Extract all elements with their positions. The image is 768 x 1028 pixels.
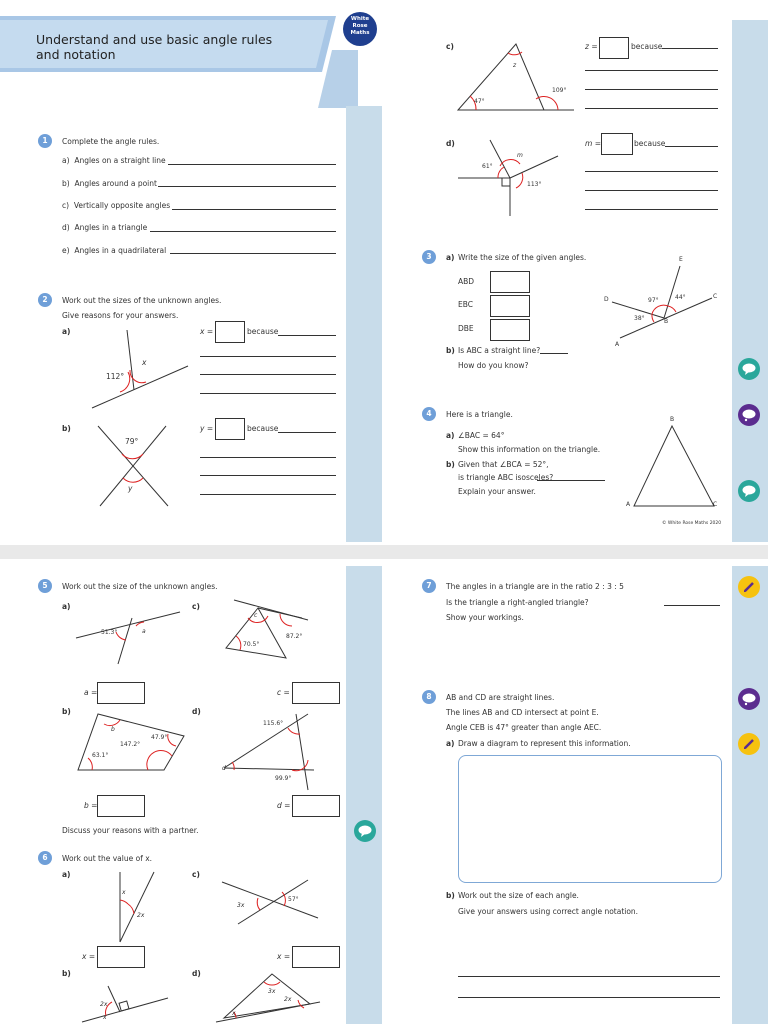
answer-line[interactable] [664,605,720,606]
angle-label: 47° [474,98,485,105]
reason-line[interactable] [665,146,718,147]
unknown-label: 3x [237,902,245,909]
unknown-label: d [222,765,226,772]
unknown-label: 2x [100,1001,108,1008]
variable-label: x = [277,952,291,961]
question-text: AB and CD are straight lines. [446,693,555,702]
thought-bubble-icon [738,404,760,426]
rule-item-d: d) Angles in a triangle [62,223,148,232]
pencil-icon [738,576,760,598]
rule-item-b: b) Angles around a point [62,179,157,188]
point-label: C [713,293,718,300]
angle-label: 115.6° [263,720,284,727]
speech-bubble-icon [738,480,760,502]
reason-line[interactable] [200,356,336,357]
because-label: because [247,424,279,433]
because-label: because [247,327,279,336]
reason-line[interactable] [278,335,336,336]
question-number: 8 [422,690,436,704]
white-rose-logo: White Rose Maths [343,12,377,46]
angle-name-dbe: DBE [458,324,474,333]
reason-line[interactable] [200,457,336,458]
angle-label: 99.9° [275,775,292,782]
question-prompt: Work out the value of x. [62,854,153,863]
right-page-strip [732,20,768,542]
reason-line[interactable] [200,494,336,495]
question-prompt: Work out the sizes of the unknown angles. [62,296,222,305]
angle-label: 147.2° [120,741,141,748]
rule-item-e: e) Angles in a quadrilateral [62,246,167,255]
point-label: B [670,416,675,423]
part-letter: b) [62,969,71,978]
discuss-prompt: Discuss your reasons with a partner. [62,826,199,835]
answer-box[interactable] [601,133,633,155]
variable-label: y = [200,424,214,433]
point-label: C [713,501,718,508]
angle-label: 79° [125,437,139,446]
question-number: 6 [38,851,52,865]
reason-line[interactable] [662,48,718,49]
drawing-area[interactable] [458,755,722,883]
question-text: The angles in a triangle are in the ratio 2 : 3 : 5 [446,582,624,591]
straight-line-diagram [90,330,190,420]
angle-name-ebc: EBC [458,300,473,309]
angle-label: 61° [482,163,493,170]
answer-line[interactable] [537,480,605,481]
reason-line[interactable] [585,89,718,90]
question-subprompt: is triangle ABC isosceles? [458,473,554,482]
angle-label: 38° [634,315,645,322]
reason-line[interactable] [200,374,336,375]
variable-label: b = [84,801,98,810]
rule-item-c: c) Vertically opposite angles [62,201,171,210]
page-divider [0,545,768,559]
answer-box[interactable] [215,418,245,440]
unknown-label: c [254,612,258,619]
question-number: 7 [422,579,436,593]
speech-bubble-icon [738,358,760,380]
question-text: Work out the size of each angle. [458,891,579,900]
angle-label: 87.2° [286,633,303,640]
because-label: because [631,42,663,51]
question-text: Show your workings. [446,613,524,622]
part-letter: b) [446,460,455,469]
answer-box[interactable] [490,271,530,293]
unknown-label: 2x [284,996,292,1003]
answer-box[interactable] [97,795,145,817]
unknown-label: y [128,484,133,493]
triangle-abc-diagram [630,424,720,510]
answer-line[interactable] [458,976,720,977]
reason-line[interactable] [200,393,336,394]
angle-label: 70.5° [243,641,260,648]
angle-label: 113° [527,181,542,188]
question-subprompt: Show this information on the triangle. [458,445,601,454]
angle-label: 47.9° [151,734,168,741]
thought-bubble-icon [738,688,760,710]
question-subprompt: Give reasons for your answers. [62,311,179,320]
answer-line[interactable] [158,186,336,187]
part-letter: c) [192,870,200,879]
copyright: © White Rose Maths 2020 [662,521,722,526]
reason-line[interactable] [585,190,718,191]
part-letter: a) [62,870,71,879]
intersecting-lines-diagram [220,878,320,928]
question-number: 2 [38,293,52,307]
answer-box[interactable] [292,795,340,817]
angle-label: 51.3° [101,629,118,636]
question-number: 5 [38,579,52,593]
answer-line[interactable] [540,353,568,354]
question-prompt: Here is a triangle. [446,410,513,419]
question-number: 3 [422,250,436,264]
point-label: A [615,341,620,348]
part-letter: d) [192,969,201,978]
reason-line[interactable] [585,70,718,71]
part-letter: a) [446,431,455,440]
answer-box[interactable] [490,319,530,341]
part-letter: b) [446,346,455,355]
unknown-label: x [103,1014,107,1021]
triangle-diagram [222,598,312,664]
part-letter: b) [62,424,71,433]
part-letter: a) [62,602,71,611]
reason-line[interactable] [585,209,718,210]
reason-line[interactable] [278,432,336,433]
angle-label: 97° [648,297,659,304]
question-prompt: Write the size of the given angles. [458,253,587,262]
question-text: ∠BAC = 64° [458,431,505,440]
question-text: Draw a diagram to represent this information. [458,739,631,748]
angle-label: 57° [288,896,299,903]
answer-box[interactable] [292,946,340,968]
left-page-strip [346,566,382,1024]
pencil-icon [738,733,760,755]
angles-around-point-diagram [456,136,566,220]
triangle-diagram [214,972,324,1024]
question-number: 4 [422,407,436,421]
question-subprompt: Give your answers using correct angle notation. [458,907,639,916]
variable-label: x = [82,952,96,961]
angle-label: 112° [106,372,125,381]
right-angle-diagram [80,984,170,1028]
rule-item-a: a) Angles on a straight line [62,156,166,165]
variable-label: x = [200,327,214,336]
reason-line[interactable] [585,171,718,172]
angle-label: 44° [675,294,686,301]
reason-line[interactable] [585,108,718,109]
answer-line[interactable] [170,253,336,254]
page-title: Understand and use basic angle rules and notation [36,32,273,62]
answer-line[interactable] [168,164,336,165]
unknown-label: x [122,889,126,896]
part-letter: c) [446,42,454,51]
unknown-label: x [232,1010,236,1017]
answer-box[interactable] [599,37,629,59]
part-letter: b) [446,891,455,900]
right-angle-split-diagram [98,870,158,944]
unknown-label: 2x [137,912,145,919]
point-label: B [664,318,669,325]
variable-label: m = [585,139,601,148]
answer-box[interactable] [97,946,145,968]
answer-box[interactable] [215,321,245,343]
answer-box[interactable] [292,682,340,704]
unknown-label: 3x [268,988,276,995]
unknown-label: x [142,358,147,367]
left-page-strip [346,106,382,542]
unknown-label: a [142,628,146,635]
part-letter: a) [62,327,71,336]
because-label: because [634,139,666,148]
angle-label: 63.1° [92,752,109,759]
straight-line-angles-diagram [612,260,722,350]
part-letter: d) [192,707,201,716]
question-text: Is the triangle a right-angled triangle? [446,598,589,607]
point-label: D [604,296,609,303]
header-decoration [318,50,358,110]
answer-line[interactable] [150,231,336,232]
angle-name-abd: ABD [458,277,475,286]
answer-box[interactable] [97,682,145,704]
answer-box[interactable] [490,295,530,317]
part-letter: a) [446,253,455,262]
variable-label: c = [277,688,290,697]
question-subprompt: How do you know? [458,361,529,370]
question-text: Angle CEB is 47° greater than angle AEC. [446,723,602,732]
answer-line[interactable] [458,997,720,998]
angle-label: 109° [552,87,567,94]
unknown-label: b [111,726,115,733]
unknown-label: m [517,152,523,159]
question-text: Given that ∠BCA = 52°, [458,460,549,469]
question-prompt: Complete the angle rules. [62,137,160,146]
variable-label: z = [585,42,598,51]
right-page-strip [732,566,768,1024]
question-number: 1 [38,134,52,148]
unknown-label: z [513,62,517,69]
part-letter: b) [62,707,71,716]
variable-label: a = [84,688,98,697]
point-label: E [679,256,683,263]
question-prompt: Work out the size of the unknown angles. [62,582,218,591]
variable-label: d = [277,801,291,810]
straight-line-diagram [74,608,184,668]
question-text: The lines AB and CD intersect at point E. [446,708,599,717]
answer-line[interactable] [172,209,336,210]
speech-bubble-icon [354,820,376,842]
point-label: A [626,501,631,508]
part-letter: a) [446,739,455,748]
reason-line[interactable] [200,475,336,476]
part-letter: c) [192,602,200,611]
question-subprompt: Explain your answer. [458,487,536,496]
part-letter: d) [446,139,455,148]
question-prompt: Is ABC a straight line? [458,346,541,355]
